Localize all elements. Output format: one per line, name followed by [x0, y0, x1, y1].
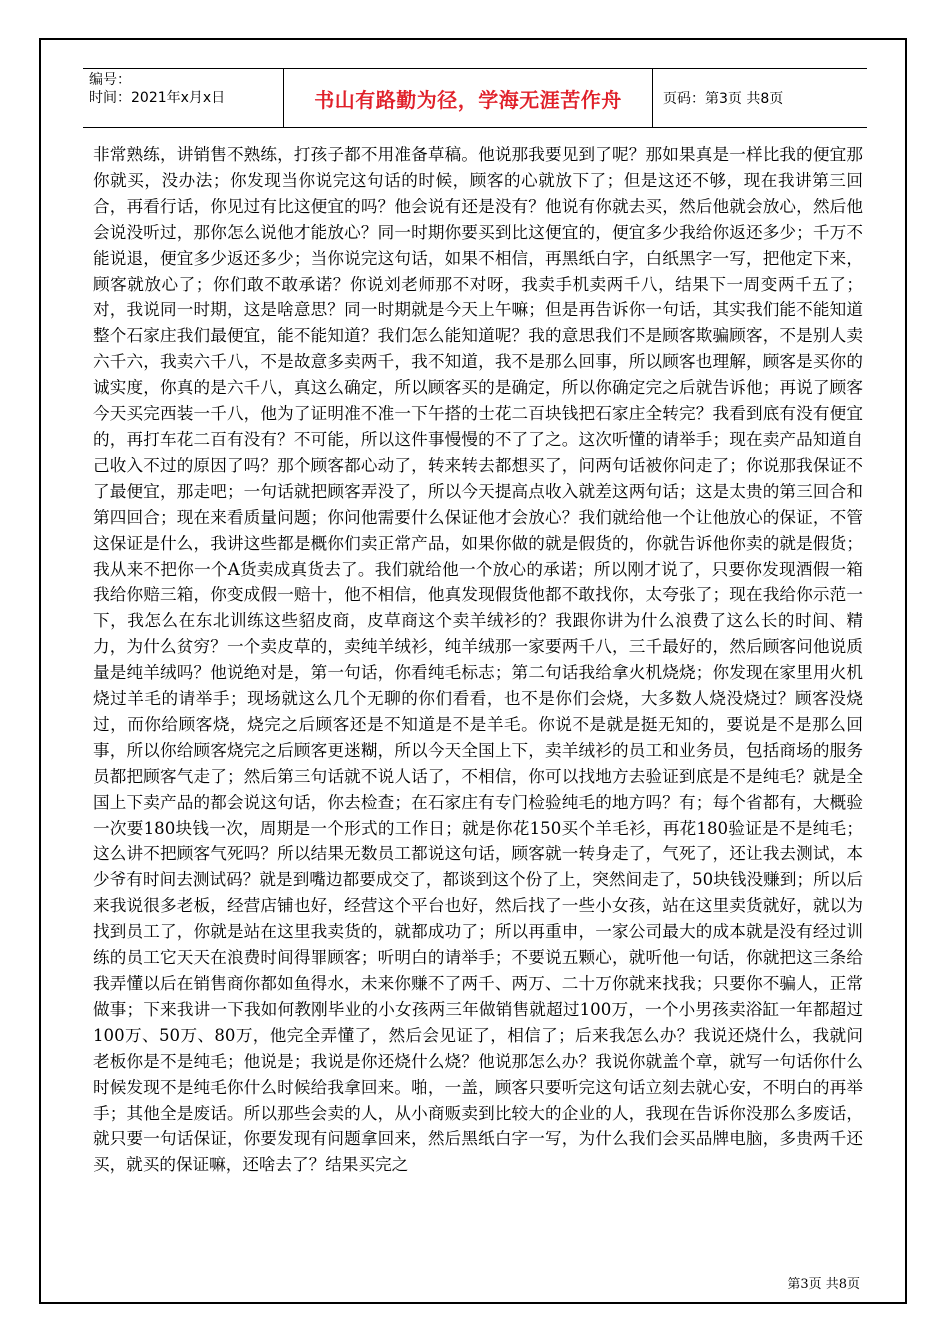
document-number-label: 编号： — [89, 72, 131, 88]
footer-page-number: 第3页 共8页 — [787, 1277, 860, 1292]
header-meta — [83, 69, 283, 127]
body-paragraph: 非常熟练，讲销售不熟练，打孩子都不用准备草稿。他说那我要见到了呢？那如果真是一样比我的便宜那你就买，没办法；你发现当你说完这句话的时候，顾客的心就放下了；但是这还不够，现在我讲第三回合，再看行话，你见过有比这便宜的吗？他会说有还是没有？他说有你就去买，然后他就会放心，然后他会说没听过，那你怎么说他才能放心？同一时期你要买到比这便宜的，便宜多少我给你返还多少；千万不能说退，便宜多少返还多少；当你说完这句话，如果不相信，再黑纸白字，白纸黑字一写，把他定下来，顾客就放心了；你们敢不敢承诺？你说刘老师那不对呀，我卖手机卖两千八，结果下一周变两千五了；对，我说同一时期，这是啥意思？同一时期就是今天上午嘛；但是再告诉你一句话，其实我们能不能知道整个石家庄我们最便宜，能不能知道？我们怎么能知道呢？我的意思我们不是顾客欺骗顾客，不是别人卖六千六，我卖六千八，不是故意多卖两千，我不知道，我不是那么回事，所以顾客也理解，顾客是买你的诚实度，你真的是六千八，真这么确定，所以顾客买的是确定，所以你确定完之后就告诉他；再说了顾客今天买完西装一千八，他为了证明准不准一下午搭的士花二百块钱把石家庄全转完？我看到底有没有便宜的，再打车花二百有没有？不可能，所以这件事慢慢的不了了之。这次听懂的请举手；现在卖产品知道自己收入不过的原因了吗？那个顾客都心动了，转来转去都想买了，问两句话被你问走了；你说那我保证不了最便宜，那走吧；一句话就把顾客弄没了，所以今天提高点收入就差这两句话；这是太贵的第三回合和第四回合；现在来看质量问题；你问他需要什么保证他才会放心？我们就给他一个让他放心的保证，不管这保证是什么，我讲这些都是概你们卖正常产品，如果你做的就是假货的，你就告诉他你卖的就是假货；我从来不把你一个A货卖成真货去了。我们就给他一个放心的承诺；所以刚才说了，只要你发现酒假一箱我给你赔三箱，你变成假一赔十，他不相信，他真发现假货他都不敢找你，太夸张了；现在我给你示范一下，我怎么在东北训练这些貂皮商，皮草商这个卖羊绒衫的？我跟你讲为什么浪费了这么长的时间、精力，为什么贫穷？一个卖皮草的，卖纯羊绒衫，纯羊绒那一家要两千八，三千最好的，然后顾客问他说质量是纯羊绒吗？他说绝对是，第一句话，你看纯毛标志；第二句话我给拿火机烧烧；你发现在家里用火机烧过羊毛的请举手；现场就这么几个无聊的你们看看，也不是你们会烧，大多数人烧没烧过？顾客没烧过，而你给顾客烧，烧完之后顾客还是不知道是不是羊毛。你说不是就是挺无知的，要说是不是那么回事，所以你给顾客烧完之后顾客更迷糊，所以今天全国上下，卖羊绒衫的员工和业务员，包括商场的服务员都把顾客气走了；然后第三句话就不说人话了，不相信，你可以找地方去验证到底是不是纯毛？就是全国上下卖产品的都会说这句话，你去检查；在石家庄有专门检验纯毛的地方吗？有；每个省都有，大概验一次要180块钱一次，周期是一个形式的工作日；就是你花150买个羊毛衫，再花180验证是不是纯毛；这么讲不把顾客气死吗？所以结果无数员工都说这句话，顾客就一转身走了，气死了，还让我去测试，本少爷有时间去测试码？就是到嘴边都要成交了，都谈到这个份了上，突然间走了，50块钱没赚到；所以后来我说很多老板，经营店铺也好，经营这个平台也好，然后找了一些小女孩，站在这里卖货就好，就以为找到员工了，你就是站在这里我卖货的，就都成功了；所以再重申，一家公司最大的成本就是没有经过训练的员工它天天在浪费时间得罪顾客；听明白的请举手；不要说五颗心，就听他一句话，你就把这三条给我弄懂以后在销售商你都如鱼得水，未来你赚不了两千、两万、二十万你就来找我；只要你不骗人，正常做事；下来我讲一下我如何教刚毕业的小女孩两三年做销售就超过100万，一个小男孩卖浴缸一年都超过100万、50万、80万，他完全弄懂了，然后会见证了，相信了；后来我怎么办？我说还烧什么，我就问老板你是不是纯毛；他说是；我说是你还烧什么烧？他说那怎么办？我说你就盖个章，就写一句话你什么时候发现不是纯毛你什么时候给我拿回来。啪，一盖，顾客只要听完这句话立刻去就心安，不明白的再举手；其他全是废话。所以那些会卖的人，从小商贩卖到比较大的企业的人，我现在告诉你没那么多废话，就只要一句话保证，你要发现有问题拿回来，然后黑纸白字一写，为什么我们会买品牌电脑，多贵两千还买，就买的保证嘛，还啥去了？结果买完之 — [93, 145, 863, 1175]
header-motto: 书山有路勤为径，学海无涯苦作舟 — [283, 69, 653, 127]
page-header — [83, 68, 867, 128]
header-page-info: 页码：第3页 共8页 — [663, 91, 784, 107]
document-time-label: 时间：2021年x月x日 — [89, 90, 226, 106]
